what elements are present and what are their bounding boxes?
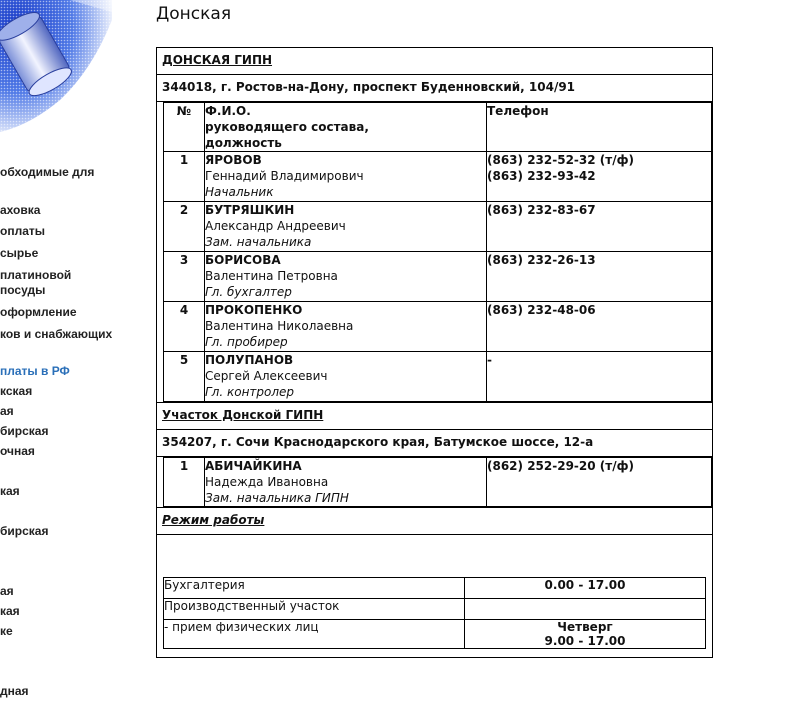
- header-phone: [487, 103, 712, 152]
- page-title: Донская: [156, 4, 232, 24]
- table-row: [164, 302, 712, 352]
- sidebar-item[interactable]: платиновой: [0, 268, 72, 282]
- schedule-row: [164, 578, 706, 599]
- org-address: 344018, г. Ростов-на-Дону, проспект Буденновский, 104/91: [162, 80, 576, 94]
- schedule-hours: 9.00 - 17.00: [544, 634, 626, 648]
- phone-number: (863) 232-83-67: [487, 203, 596, 217]
- person-name: Геннадий Владимирович: [205, 169, 364, 183]
- person-surname: БУТРЯШКИН: [205, 203, 295, 217]
- person-surname: БОРИСОВА: [205, 253, 281, 267]
- header-num: №: [164, 103, 205, 152]
- sidebar-item[interactable]: сырье: [0, 246, 39, 260]
- schedule-title-cell: [157, 508, 713, 535]
- sidebar-item[interactable]: ке: [0, 624, 13, 638]
- person-role: Гл. контролер: [205, 385, 295, 399]
- schedule-table: [163, 577, 706, 649]
- row-phones: [487, 152, 712, 202]
- row-phones: [487, 458, 712, 507]
- row-num: 1: [164, 458, 205, 507]
- phone-number: (863) 232-48-06: [487, 303, 596, 317]
- schedule-label: Бухгалтерия: [164, 578, 465, 599]
- row-person: [205, 352, 487, 402]
- sidebar-item[interactable]: посуды: [0, 283, 46, 297]
- row-person: [205, 458, 487, 507]
- person-role: Гл. бухгалтер: [205, 285, 292, 299]
- table-row: [164, 202, 712, 252]
- row-num: 1: [164, 152, 205, 202]
- person-role: Гл. пробирер: [205, 335, 288, 349]
- sidebar-item-active[interactable]: платы в РФ: [0, 364, 70, 378]
- branch-address: 354207, г. Сочи Краснодарского края, Батумское шоссе, 12-а: [162, 435, 594, 449]
- row-num: 4: [164, 302, 205, 352]
- row-person: [205, 152, 487, 202]
- phone-number: (863) 232-93-42: [487, 169, 596, 183]
- staff-table-header: [164, 103, 712, 152]
- sidebar-item[interactable]: бирская: [0, 424, 49, 438]
- person-surname: ПРОКОПЕНКО: [205, 303, 303, 317]
- person-role: Начальник: [205, 185, 274, 199]
- sidebar-item[interactable]: бирская: [0, 524, 49, 538]
- sidebar-item[interactable]: ая: [0, 584, 14, 598]
- schedule-label: - прием физических лиц: [164, 620, 465, 649]
- org-name-cell: [157, 48, 713, 75]
- staff-table: [163, 102, 712, 402]
- row-phones: [487, 352, 712, 402]
- org-table: [156, 47, 713, 658]
- person-role: Зам. начальника: [205, 235, 312, 249]
- header-fio-line2: руководящего состава,: [205, 120, 369, 134]
- org-name: ДОНСКАЯ ГИПН: [162, 53, 273, 67]
- sidebar-item[interactable]: обходимые для: [0, 165, 95, 179]
- sidebar-item[interactable]: кая: [0, 604, 20, 618]
- row-person: [205, 202, 487, 252]
- person-name: Надежда Ивановна: [205, 475, 329, 489]
- sidebar-item[interactable]: аховка: [0, 203, 41, 217]
- row-num: 5: [164, 352, 205, 402]
- phone-number: (863) 232-52-32 (т/ф): [487, 153, 634, 167]
- sidebar-item[interactable]: ков и снабжающих: [0, 327, 112, 341]
- row-person: [205, 302, 487, 352]
- branch-name-cell: [157, 403, 713, 430]
- branch-name: Участок Донской ГИПН: [162, 408, 324, 422]
- person-name: Валентина Петровна: [205, 269, 338, 283]
- sidebar-item[interactable]: оформление: [0, 305, 77, 319]
- table-row: [164, 252, 712, 302]
- sidebar-item[interactable]: кская: [0, 384, 33, 398]
- header-fio-line3: должность: [205, 136, 282, 150]
- schedule-value: [465, 599, 706, 620]
- sidebar-item[interactable]: ая: [0, 404, 14, 418]
- sidebar-item[interactable]: дная: [0, 684, 29, 698]
- person-name: Валентина Николаевна: [205, 319, 354, 333]
- phone-number: (862) 252-29-20 (т/ф): [487, 459, 634, 473]
- phone-number: -: [487, 353, 492, 367]
- row-num: 3: [164, 252, 205, 302]
- schedule-title: Режим работы: [162, 513, 265, 527]
- person-surname: АБИЧАЙКИНА: [205, 459, 302, 473]
- header-phone-label: Телефон: [487, 104, 549, 118]
- schedule-row: [164, 599, 706, 620]
- sidebar-item[interactable]: оплаты: [0, 224, 45, 238]
- row-phones: [487, 302, 712, 352]
- row-person: [205, 252, 487, 302]
- phone-number: (863) 232-26-13: [487, 253, 596, 267]
- table-row: [164, 152, 712, 202]
- table-row: [164, 352, 712, 402]
- row-num: 2: [164, 202, 205, 252]
- schedule-cell: [157, 535, 713, 658]
- org-staff-cell: [157, 102, 713, 403]
- person-name: Александр Андреевич: [205, 219, 346, 233]
- row-phones: [487, 202, 712, 252]
- sidebar-item[interactable]: кая: [0, 484, 20, 498]
- sidebar: [0, 0, 112, 719]
- branch-address-cell: [157, 430, 713, 457]
- branch-staff-cell: [157, 457, 713, 508]
- header-fio-line1: Ф.И.О.: [205, 104, 251, 118]
- schedule-value: [465, 620, 706, 649]
- schedule-row: [164, 620, 706, 649]
- schedule-day: Четверг: [557, 620, 613, 634]
- person-role: Зам. начальника ГИПН: [205, 491, 349, 505]
- schedule-label: Производственный участок: [164, 599, 465, 620]
- person-name: Сергей Алексеевич: [205, 369, 328, 383]
- person-surname: ЯРОВОВ: [205, 153, 262, 167]
- logo-image: [0, 0, 112, 140]
- org-address-cell: [157, 75, 713, 102]
- header-fio: [205, 103, 487, 152]
- schedule-value: 0.00 - 17.00: [465, 578, 706, 599]
- table-row: [164, 458, 712, 507]
- row-phones: [487, 252, 712, 302]
- sidebar-item[interactable]: очная: [0, 444, 35, 458]
- branch-staff-table: [163, 457, 712, 507]
- person-surname: ПОЛУПАНОВ: [205, 353, 294, 367]
